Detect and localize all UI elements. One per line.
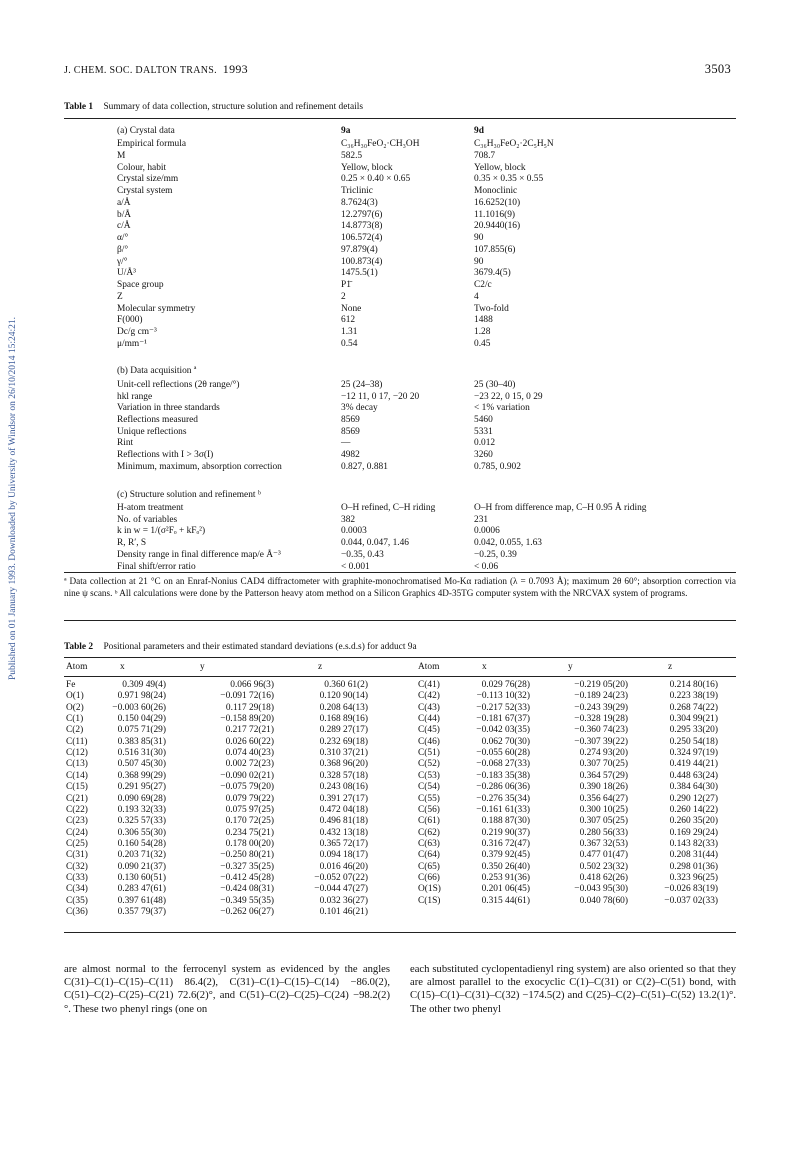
table1-value-9a: 12.2797(6): [341, 209, 383, 220]
table1-value-9d: Yellow, block: [474, 162, 526, 173]
table2-atom: C(15): [66, 782, 88, 793]
table2-coordinate: 0.384 64(30): [669, 782, 718, 793]
table1-param: Reflections with I > 3σ(I): [117, 449, 214, 460]
table2-atom: C(66): [418, 872, 440, 883]
table2-coordinate: 0.193 32(33): [117, 804, 166, 815]
table2-coordinate: 0.325 57(33): [117, 816, 166, 827]
table1-caption: [64, 102, 363, 112]
table2-coordinate: 0.208 64(13): [319, 702, 368, 713]
table2-atom: C(1S): [418, 895, 441, 906]
table2-coordinate: 0.304 99(21): [669, 714, 718, 725]
table1-param: b/Å: [117, 209, 132, 220]
download-notice: [8, 0, 20, 1155]
table1-param: No. of variables: [117, 514, 178, 525]
table2-atom: C(62): [418, 827, 440, 838]
table1-value-9a: P1̄: [341, 280, 351, 290]
table2-coordinate: −0.090 02(21): [220, 770, 274, 781]
table2-coordinate: −0.181 67(37): [476, 714, 530, 725]
table2-atom: C(25): [66, 838, 88, 849]
table1-value-9d: 90: [474, 256, 484, 267]
table2-atom: C(33): [66, 872, 88, 883]
table2-atom: C(11): [66, 736, 88, 747]
table2-caption: [64, 642, 417, 652]
journal-header: [64, 62, 248, 77]
table1-value-9d: −0.25, 0.39: [474, 549, 517, 560]
table1-value-9d: < 0.06: [474, 561, 499, 572]
table2-coordinate: −0.026 83(19): [664, 884, 718, 895]
table2-atom: C(52): [418, 759, 440, 770]
table2-atom: C(53): [418, 770, 440, 781]
table2-coordinate: 0.243 08(16): [319, 782, 368, 793]
table1-param: c/Å: [117, 221, 131, 232]
table2-coordinate: 0.201 06(45): [481, 884, 530, 895]
table2-coordinate: −0.183 35(38): [476, 770, 530, 781]
table1-value-9a: 612: [341, 315, 356, 326]
table2-atom: C(42): [418, 691, 440, 702]
table2-coordinate: −0.250 80(21): [220, 850, 274, 861]
table1-value-9a: —: [341, 438, 351, 449]
table2-coordinate: 0.016 46(20): [319, 861, 368, 872]
table1-param: Reflections measured: [117, 414, 198, 425]
table1-param: a/Å: [117, 197, 131, 208]
table2-atom: C(31): [66, 850, 88, 861]
table2-atom: C(61): [418, 816, 440, 827]
table2-coordinate: 0.477 01(47): [579, 850, 628, 861]
table2-coordinate: −0.262 06(27): [220, 907, 274, 917]
table1-value-9d: 3260: [474, 449, 493, 460]
table2-coordinate: −0.068 27(33): [476, 759, 530, 770]
table2-coordinate: 0.295 33(20): [669, 725, 718, 736]
table2-coordinate: 0.260 14(22): [669, 804, 718, 815]
table1-value-9d: 90: [474, 233, 484, 243]
table1-param: Variation in three standards: [117, 403, 220, 414]
table2-coordinate: −0.243 39(29): [574, 702, 628, 713]
table2-coordinate: 0.289 27(17): [319, 725, 368, 736]
table2-coordinate: 0.283 47(61): [117, 884, 166, 895]
table1-value-9d: 1.28: [474, 327, 491, 337]
table2-coordinate: 0.310 37(21): [319, 748, 368, 759]
table2-coordinate: 0.309 49(4): [122, 680, 166, 690]
table2-coordinate: −0.003 60(26): [112, 702, 166, 713]
body-left-column: are almost normal to the ferrocenyl system as evidenced by the angles C(31)–C(1)–C(15)–C(11) 86.4(2), C(31)–C(1)–C(15)–C(14) −86.0(2), C(51)–C(2)–C(25)–C(21) 72.6(2)°, and C(51)–C(2)–C(25)–C(24) −98.2(2)°. These two phenyl rings (one on: [64, 964, 390, 1015]
body-right-column: each substituted cyclopentadienyl ring system) are also oriented so that they are almost parallel to the exocyclic C(1)–C(31) or C(2)–C(51) bond, with C(15)–C(1)–C(31)–C(32) −174.5(2) and C(25)–C(2)–C(51)–C(52) 13.2(1)°. The other two phenyl: [410, 964, 736, 1015]
table1-param: β/°: [117, 244, 129, 255]
table2-coordinate: 0.516 31(30): [117, 748, 166, 759]
table1-param: Z: [117, 291, 123, 302]
table2-coordinate: 0.300 10(25): [579, 804, 628, 815]
table2-atom: Fe: [66, 680, 76, 690]
table1-param: Final shift/error ratio: [117, 561, 196, 572]
table2-coordinate: 0.391 27(17): [319, 793, 368, 804]
table2-coordinate: 0.032 36(27): [319, 895, 368, 906]
table2-coordinate: 0.280 56(33): [579, 827, 628, 838]
download-notice-text: Published on 01 January 1993. Downloaded by University of Windsor on 26/10/2014 15:24:21.: [8, 316, 18, 680]
table2-coordinate: −0.044 47(27): [314, 884, 368, 895]
table2-coordinate: 0.169 29(24): [669, 827, 718, 838]
table2-coordinate: 0.075 97(25): [225, 804, 274, 815]
table2-coordinate: 0.219 90(37): [481, 827, 530, 838]
table2-coordinate: 0.418 62(26): [579, 872, 628, 883]
table2-coordinate: 0.364 57(29): [579, 770, 628, 781]
table1-value-9d: 3679.4(5): [474, 268, 511, 279]
table2-coordinate: 0.274 93(20): [579, 748, 628, 759]
section-structure-solution: (c) Structure solution and refinement ᵇ: [117, 490, 261, 500]
table1-value-9d: 231: [474, 514, 489, 525]
table1-value-9d: 16.6252(10): [474, 197, 521, 208]
table1-value-9a: −12 11, 0 17, −20 20: [341, 391, 420, 402]
table1-param: Dc/g cm⁻³: [117, 327, 157, 337]
table2-atom: C(12): [66, 748, 88, 759]
table2-coordinate: 0.307 70(25): [579, 759, 628, 770]
table1-param: M: [117, 150, 126, 161]
table2-coordinate: 0.117 29(18): [225, 702, 274, 713]
table2-atom: C(2): [66, 725, 84, 736]
table2-coordinate: 0.290 12(27): [669, 793, 718, 804]
table2-coordinate: −0.424 08(31): [220, 884, 274, 895]
table2-atom: C(23): [66, 816, 88, 827]
table1-value-9d: 708.7: [474, 150, 496, 161]
table2-atom: C(14): [66, 770, 88, 781]
table1-value-9a: 582.5: [341, 150, 363, 161]
table2-coordinate: −0.042 03(35): [476, 725, 530, 736]
table2-coordinate: 0.203 71(32): [117, 850, 166, 861]
table2-coordinate: 0.357 79(37): [117, 907, 166, 917]
table1-value-9d: C₃₆H₃₀FeO₂·2C₅H₅N: [474, 139, 554, 149]
table2-coordinate: −0.349 55(35): [220, 895, 274, 906]
table1-param: R, R′, S: [117, 538, 147, 549]
table2-atom: C(13): [66, 759, 88, 770]
table1-value-9a: O–H refined, C–H riding: [341, 503, 436, 513]
table2-coordinate: 0.026 60(22): [225, 736, 274, 747]
table1-param: Crystal size/mm: [117, 174, 179, 185]
table2-coordinate: 0.075 71(29): [117, 725, 166, 736]
table2-col-header: x: [120, 662, 125, 672]
table2-coordinate: 0.090 21(37): [117, 861, 166, 872]
table1-param: Crystal system: [117, 186, 173, 196]
table2-coordinate: −0.276 35(34): [476, 793, 530, 804]
table1-value-9a: 97.879(4): [341, 244, 378, 255]
table1-value-9a: 1475.5(1): [341, 268, 378, 279]
table2-coordinate: 0.090 69(28): [117, 793, 166, 804]
table1-param: k in w = 1/(σ²Fₒ + kFₒ²): [117, 526, 206, 537]
table1-value-9d: O–H from difference map, C–H 0.95 Å riding: [474, 503, 647, 513]
table2-coordinate: 0.170 72(25): [225, 816, 274, 827]
table2-coordinate: 0.160 54(28): [117, 838, 166, 849]
table2-coordinate: 0.350 26(40): [481, 861, 530, 872]
table2-coordinate: 0.379 92(45): [481, 850, 530, 861]
table1-value-9a: 100.873(4): [341, 256, 383, 267]
table2-coordinate: 0.419 44(21): [669, 759, 718, 770]
table1-value-9a: 8569: [341, 414, 360, 425]
table1-value-9a: 8569: [341, 426, 360, 437]
table2-coordinate: 0.101 46(21): [319, 907, 368, 917]
table2-coordinate: 0.143 82(33): [669, 838, 718, 849]
table2-coordinate: 0.360 61(2): [324, 680, 368, 690]
table1-param: γ/°: [117, 256, 128, 267]
table1-value-9a: 2: [341, 291, 346, 302]
table2-coordinate: 0.328 57(18): [319, 770, 368, 781]
table2-col-header: y: [200, 662, 205, 672]
table1-param: Density range in final difference map/e Å⁻³: [117, 549, 281, 560]
table2-atom: C(54): [418, 782, 440, 793]
table2-header-rule: [64, 676, 736, 677]
table2-coordinate: 0.188 87(30): [481, 816, 530, 827]
table2-coordinate: 0.178 00(20): [225, 838, 274, 849]
table1-value-9a: 0.25 × 0.40 × 0.65: [341, 174, 411, 185]
table2-coordinate: 0.253 91(36): [481, 872, 530, 883]
table2-atom: C(32): [66, 861, 88, 872]
table2-coordinate: 0.094 18(17): [319, 850, 368, 861]
table1-param: Empirical formula: [117, 139, 186, 149]
table2-col-header: Atom: [418, 662, 440, 672]
table2-coordinate: 0.324 97(19): [669, 748, 718, 759]
table2-coordinate: −0.217 52(33): [476, 702, 530, 713]
table1-param: α/°: [117, 233, 129, 243]
table2-coordinate: 0.390 18(26): [579, 782, 628, 793]
table2-coordinate: 0.223 38(19): [669, 691, 718, 702]
table2-coordinate: 0.507 45(30): [117, 759, 166, 770]
table1-value-9d: 4: [474, 291, 479, 302]
table2-coordinate: −0.052 07(22): [314, 872, 368, 883]
table2-col-header: y: [568, 662, 573, 672]
table1-param: Unit-cell reflections (2θ range/°): [117, 380, 240, 390]
table2-atom: C(56): [418, 804, 440, 815]
table2-coordinate: 0.232 69(18): [319, 736, 368, 747]
table1-value-9d: 11.1016(9): [474, 209, 516, 220]
table2-atom: O(2): [66, 702, 84, 713]
section-crystal-data: (a) Crystal data: [117, 126, 175, 136]
table2-col-header: Atom: [66, 662, 88, 672]
table1-param: Colour, habit: [117, 162, 167, 173]
table1-value-9d: < 1% variation: [474, 403, 530, 414]
table1-label: Table 1: [64, 102, 94, 112]
table1-value-9a: Triclinic: [341, 186, 373, 196]
table1-value-9d: 0.785, 0.902: [474, 461, 521, 472]
table1-param: Rint: [117, 438, 134, 449]
table2-coordinate: −0.307 39(22): [574, 736, 628, 747]
table1-value-9d: 20.9440(16): [474, 221, 521, 232]
table1-bottom-rule: [64, 572, 736, 573]
table1-value-9a: 0.827, 0.881: [341, 461, 388, 472]
table1-caption-text: Summary of data collection, structure solution and refinement details: [103, 102, 363, 112]
table2-coordinate: 0.368 96(20): [319, 759, 368, 770]
table2-atom: C(21): [66, 793, 88, 804]
table1-value-9d: Monoclinic: [474, 186, 518, 196]
table2-atom: C(35): [66, 895, 88, 906]
table1-value-9a: 25 (24–38): [341, 380, 383, 390]
table2-coordinate: −0.037 02(33): [664, 895, 718, 906]
table2-coordinate: 0.448 63(24): [669, 770, 718, 781]
table2-atom: C(55): [418, 793, 440, 804]
table2-top-rule: [64, 657, 736, 658]
table2-coordinate: 0.316 72(47): [481, 838, 530, 849]
table1-value-9a: 3% decay: [341, 403, 378, 414]
table1-value-9a: 0.044, 0.047, 1.46: [341, 538, 409, 549]
journal-year: 1993: [222, 62, 248, 76]
table2-atom: C(43): [418, 702, 440, 713]
table2-coordinate: −0.327 35(25): [220, 861, 274, 872]
table2-coordinate: −0.075 79(20): [220, 782, 274, 793]
table2-coordinate: 0.306 55(30): [117, 827, 166, 838]
col-header-9d: 9d: [474, 126, 484, 136]
table2-coordinate: 0.367 32(53): [579, 838, 628, 849]
table2-coordinate: 0.130 60(51): [117, 872, 166, 883]
table2-caption-text: Positional parameters and their estimated standard deviations (e.s.d.s) for adduct 9a: [103, 642, 417, 652]
table1-value-9d: Two-fold: [474, 303, 509, 314]
table1-value-9a: C₃₆H₃₀FeO₂·CH₃OH: [341, 139, 420, 149]
table2-coordinate: 0.315 44(61): [481, 895, 530, 906]
table2-atom: O(1): [66, 691, 84, 702]
table1-param: μ/mm⁻¹: [117, 338, 147, 349]
table1-value-9a: 4982: [341, 449, 360, 460]
table1-value-9a: None: [341, 303, 362, 314]
table2-coordinate: −0.360 74(23): [574, 725, 628, 736]
table2-coordinate: −0.189 24(23): [574, 691, 628, 702]
table2-coordinate: 0.298 01(36): [669, 861, 718, 872]
table2-atom: O(1S): [418, 884, 441, 895]
table1-value-9a: 382: [341, 514, 356, 525]
table1-value-9d: 0.45: [474, 338, 491, 349]
table2-coordinate: 0.307 05(25): [579, 816, 628, 827]
table2-atom: C(64): [418, 850, 440, 861]
table2-atom: C(45): [418, 725, 440, 736]
table2-coordinate: 0.208 31(44): [669, 850, 718, 861]
table2-coordinate: 0.260 35(20): [669, 816, 718, 827]
table2-bottom-rule: [64, 932, 736, 933]
table2-coordinate: −0.113 10(32): [476, 691, 530, 702]
table1-footnote: ª Data collection at 21 °C on an Enraf-Nonius CAD4 diffractometer with graphite-monochromatised Mo-Kα radiation (λ = 0.7093 Å); maximum 2θ 60°; absorption correction via nine ψ scans. ᵇ All calculations were done by the Patterson heavy atom method on a Silicon Graphics 4D-35TG computer system with the NRCVAX system of programs.: [64, 576, 736, 598]
table2-coordinate: −0.412 45(28): [220, 872, 274, 883]
col-header-9a: 9a: [341, 126, 351, 136]
table1-value-9a: −0.35, 0.43: [341, 549, 384, 560]
table2-coordinate: −0.328 19(28): [574, 714, 628, 725]
table2-coordinate: −0.158 89(20): [220, 714, 274, 725]
table2-col-header: z: [318, 662, 323, 672]
table1-end-rule: [64, 620, 736, 621]
table2-coordinate: 0.234 75(21): [225, 827, 274, 838]
table2-col-header: x: [482, 662, 487, 672]
table2-coordinate: 0.062 70(30): [481, 736, 530, 747]
table1-value-9a: 14.8773(8): [341, 221, 383, 232]
table2-coordinate: 0.291 95(27): [117, 782, 166, 793]
table1-value-9d: 107.855(6): [474, 244, 516, 255]
table2-coordinate: 0.472 04(18): [319, 804, 368, 815]
table2-atom: C(22): [66, 804, 88, 815]
table1-value-9a: 0.0003: [341, 526, 367, 537]
table1-value-9d: 5331: [474, 426, 493, 437]
table2-coordinate: 0.214 80(16): [669, 680, 718, 690]
table1-top-rule: [64, 118, 736, 119]
table2-atom: C(1): [66, 714, 84, 725]
table2-coordinate: 0.323 96(25): [669, 872, 718, 883]
table2-atom: C(63): [418, 838, 440, 849]
table2-coordinate: 0.168 89(16): [319, 714, 368, 725]
table1-value-9a: 1.31: [341, 327, 358, 337]
table1-param: H-atom treatment: [117, 503, 184, 513]
table2-coordinate: 0.356 64(27): [579, 793, 628, 804]
table1-value-9d: 0.012: [474, 438, 496, 449]
table2-coordinate: 0.250 54(18): [669, 736, 718, 747]
table2-coordinate: 0.397 61(48): [117, 895, 166, 906]
table2-coordinate: 0.268 74(22): [669, 702, 718, 713]
table1-value-9a: Yellow, block: [341, 162, 393, 173]
table1-value-9d: 0.35 × 0.35 × 0.55: [474, 174, 544, 185]
table2-atom: C(24): [66, 827, 88, 838]
table2-coordinate: 0.971 98(24): [117, 691, 166, 702]
section-data-acquisition: (b) Data acquisition ª: [117, 366, 197, 376]
table2-coordinate: 0.150 04(29): [117, 714, 166, 725]
table2-coordinate: −0.043 95(30): [574, 884, 628, 895]
table1-param: Molecular symmetry: [117, 303, 196, 314]
table2-coordinate: 0.502 23(32): [579, 861, 628, 872]
table1-value-9a: < 0.001: [341, 561, 370, 572]
table2-coordinate: 0.120 90(14): [319, 691, 368, 702]
table1-param: Space group: [117, 280, 164, 290]
table1-value-9d: C2/c: [474, 280, 492, 290]
table2-atom: C(34): [66, 884, 88, 895]
table2-label: Table 2: [64, 642, 94, 652]
table1-param: F(000): [117, 315, 143, 326]
table2-coordinate: 0.432 13(18): [319, 827, 368, 838]
table1-value-9a: 8.7624(3): [341, 197, 378, 208]
table1-param: Minimum, maximum, absorption correction: [117, 461, 282, 472]
table1-param: U/Å³: [117, 268, 136, 279]
table2-atom: C(41): [418, 680, 440, 690]
table2-coordinate: 0.217 72(21): [225, 725, 274, 736]
table1-value-9d: −23 22, 0 15, 0 29: [474, 391, 543, 402]
table2-coordinate: 0.383 85(31): [117, 736, 166, 747]
table2-atom: C(46): [418, 736, 440, 747]
table1-value-9a: 0.54: [341, 338, 358, 349]
table1-value-9d: 0.0006: [474, 526, 500, 537]
table2-atom: C(65): [418, 861, 440, 872]
table2-coordinate: 0.066 96(3): [230, 680, 274, 690]
table2-atom: C(44): [418, 714, 440, 725]
journal-name: J. CHEM. SOC. DALTON TRANS.: [64, 65, 217, 76]
table1-value-9d: 1488: [474, 315, 493, 326]
table1-param: hkl range: [117, 391, 153, 402]
page-number: 3503: [704, 62, 731, 76]
table2-coordinate: −0.161 61(33): [476, 804, 530, 815]
table2-coordinate: 0.368 99(29): [117, 770, 166, 781]
table2-col-header: z: [668, 662, 673, 672]
table2-atom: C(36): [66, 907, 88, 917]
table1-value-9d: 5460: [474, 414, 493, 425]
table2-coordinate: 0.074 40(23): [225, 748, 274, 759]
table1-value-9a: 106.572(4): [341, 233, 383, 243]
table2-coordinate: 0.079 79(22): [225, 793, 274, 804]
table1-value-9d: 25 (30–40): [474, 380, 516, 390]
table2-coordinate: 0.365 72(17): [319, 838, 368, 849]
table2-coordinate: 0.002 72(23): [225, 759, 274, 770]
table2-coordinate: −0.219 05(20): [574, 680, 628, 690]
table2-atom: C(51): [418, 748, 440, 759]
table1-value-9d: 0.042, 0.055, 1.63: [474, 538, 542, 549]
table2-coordinate: −0.286 06(36): [476, 782, 530, 793]
table2-coordinate: −0.091 72(16): [220, 691, 274, 702]
table2-coordinate: 0.040 78(60): [579, 895, 628, 906]
table2-coordinate: 0.496 81(18): [319, 816, 368, 827]
table2-coordinate: 0.029 76(28): [481, 680, 530, 690]
table1-param: Unique reflections: [117, 426, 187, 437]
table2-coordinate: −0.055 60(28): [476, 748, 530, 759]
